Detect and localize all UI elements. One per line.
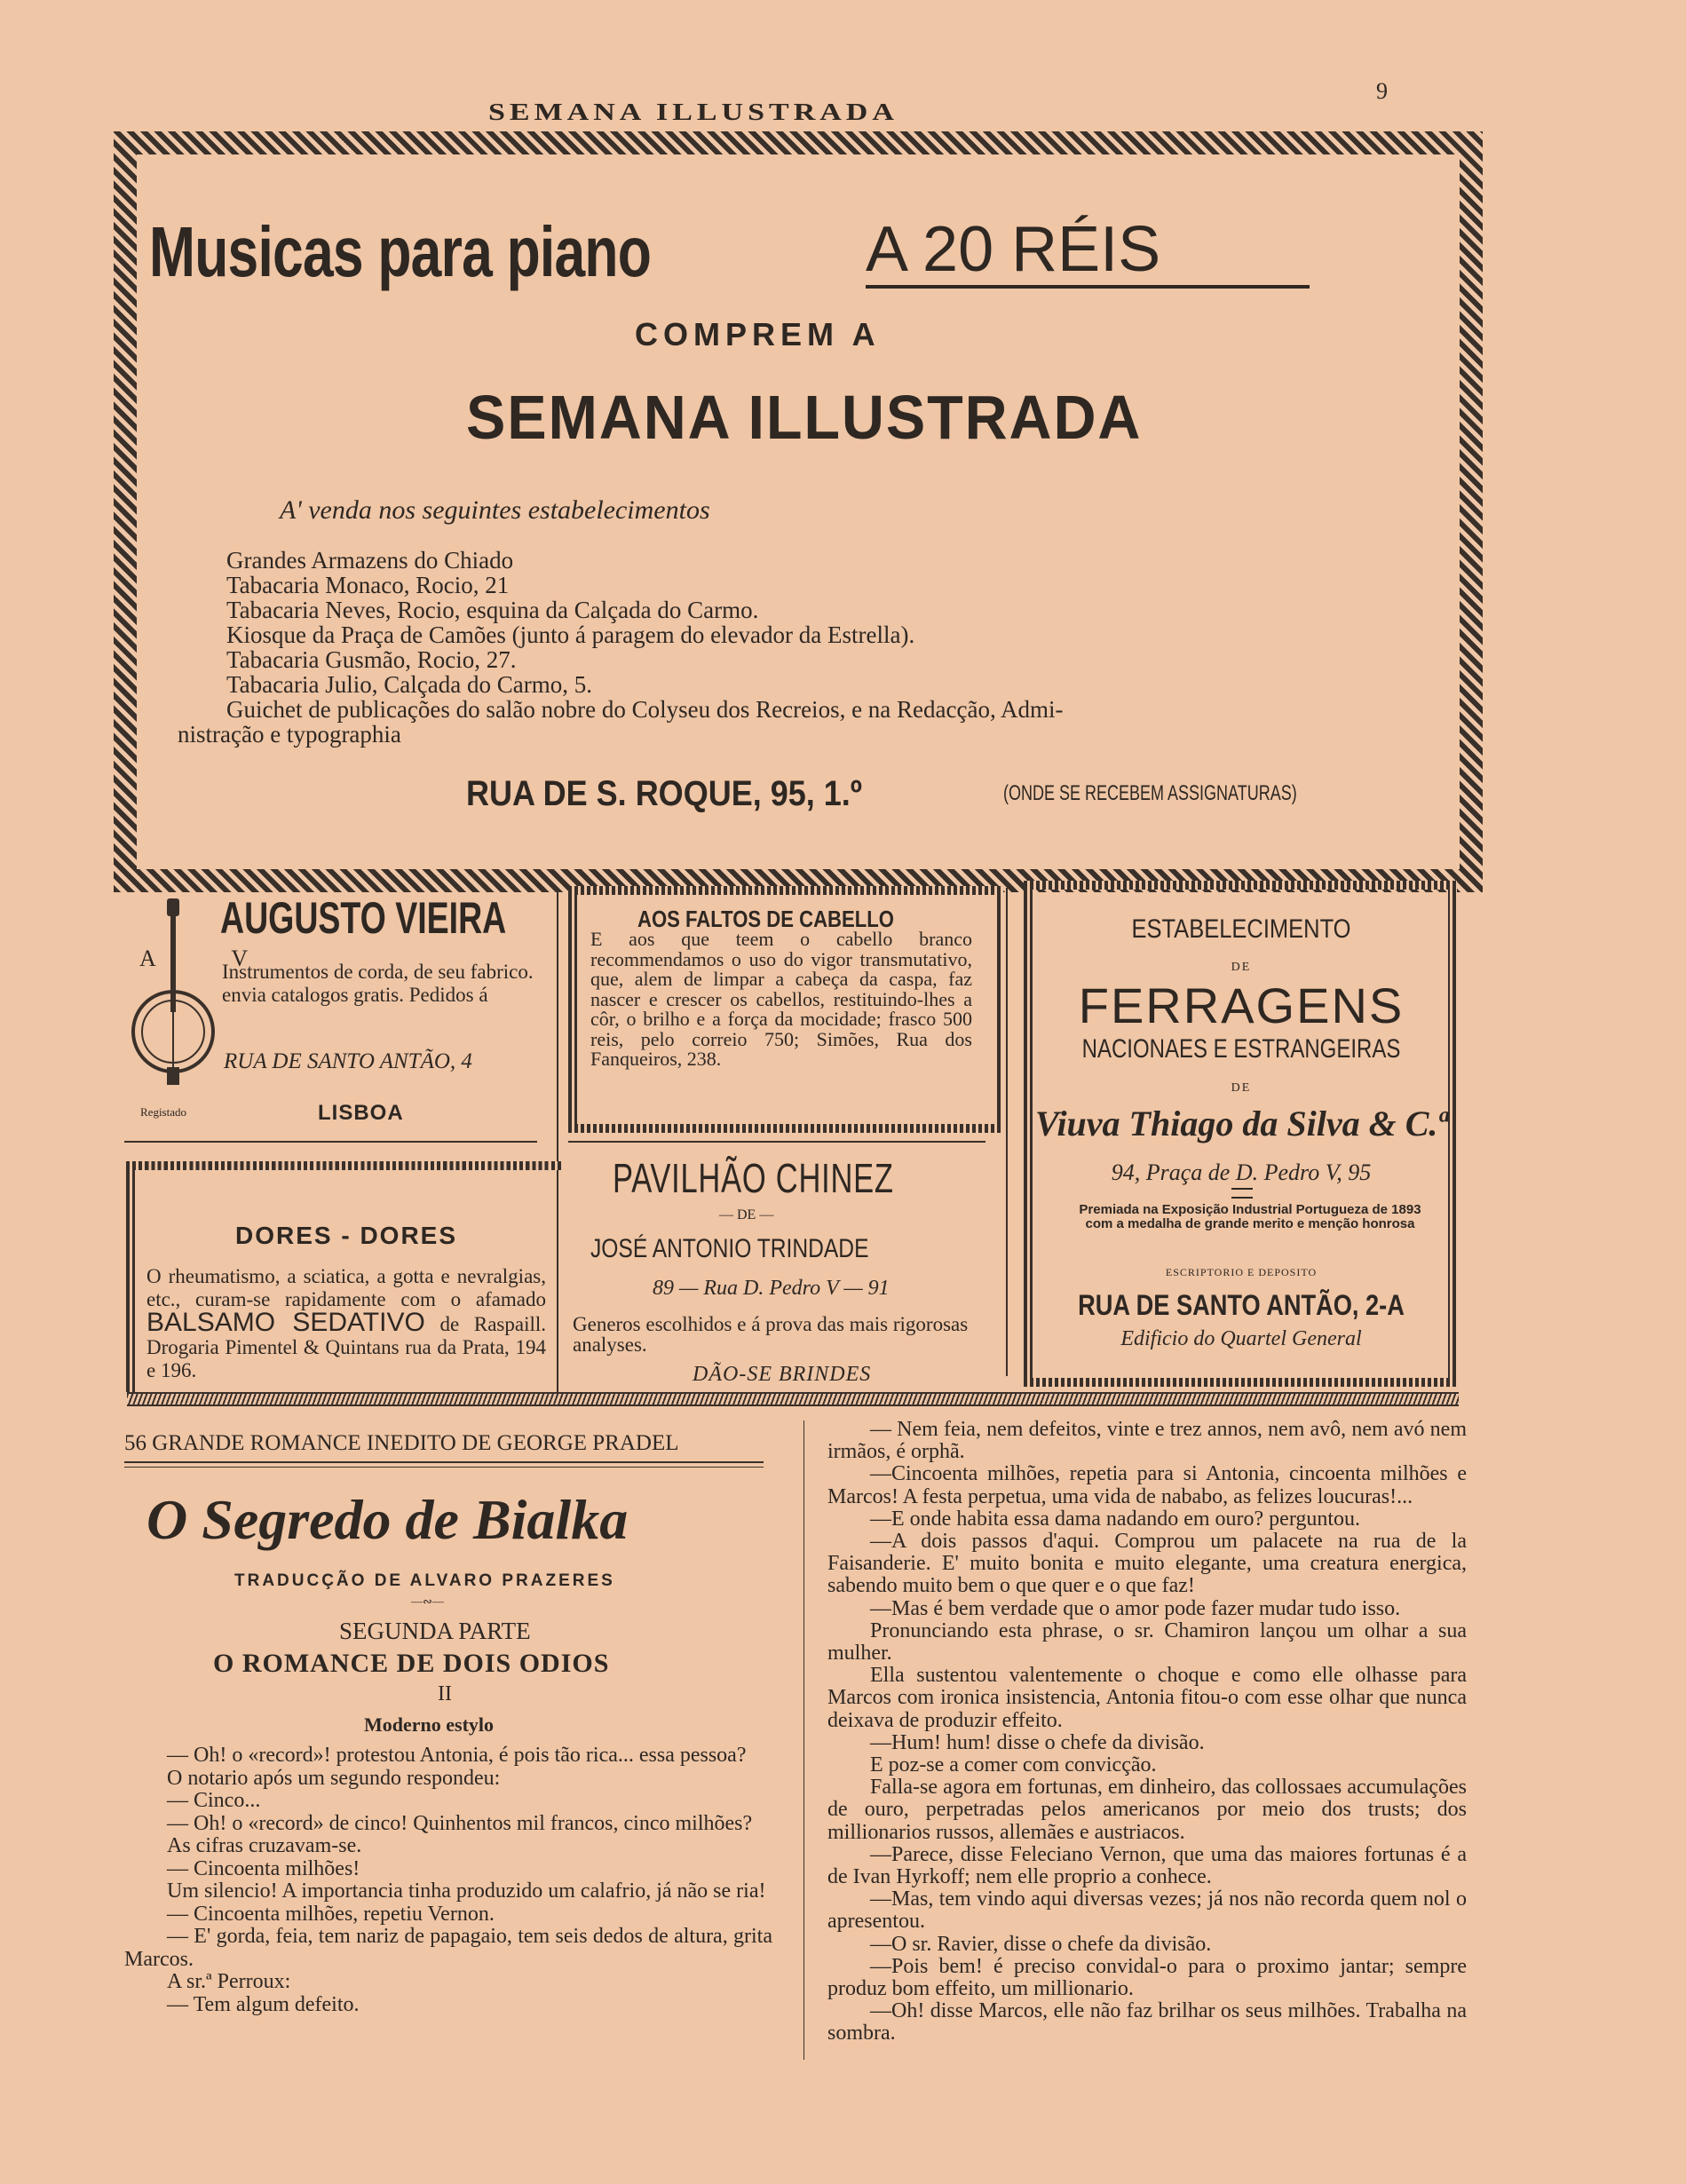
paragraph: — Nem feia, nem defeitos, vinte e trez annos, nem avô, nem avó nem irmãos, é orphã. [827, 1418, 1467, 1464]
paragraph: — E' gorda, feia, tem nariz de papagaio, tem seis dedos de altura, grita Marcos. [124, 1925, 772, 1971]
dores-balsamo: BALSAMO SEDATIVO [146, 1308, 425, 1337]
pavilhao-address: 89 — Rua D. Pedro V — 91 [653, 1277, 890, 1300]
shop-item: nistração e typographia [178, 721, 401, 748]
ad-comprem: COMPREM A [635, 316, 881, 352]
paragraph: — Cinco... [167, 1789, 261, 1812]
vieira-city: LISBOA [318, 1101, 404, 1125]
romance-header-rule [124, 1467, 764, 1468]
ferragens-rua: RUA DE SANTO ANTÃO, 2-A [1078, 1289, 1405, 1321]
paragraph: Um silencio! A importancia tinha produzido um calafrio, já não se ria! [167, 1879, 766, 1903]
ferragens-separator [1231, 1188, 1253, 1199]
ad-assignaturas: (ONDE SE RECEBEM ASSIGNATURAS) [1003, 781, 1297, 805]
shop-item: Kiosque da Praça de Camões (junto á paragem do elevador da Estrella). [226, 621, 915, 648]
faltos-text: E aos que teem o cabello branco recommendamos o uso do vigor transmutativo, que, alem de limpar a cabeça da caspa, faz nascer e crescer os cabellos, restituindo-lhes a côr, o brilho e a força da mocidade; frasco 500 reis, pelo correio 750; Simões, Rua dos Fanqueiros, 238. [590, 928, 972, 1070]
ferragens-de: DE [1231, 1081, 1252, 1095]
paragraph: — Cincoenta milhões, repetiu Vernon. [167, 1902, 495, 1926]
vieira-name: AUGUSTO VIEIRA [220, 893, 507, 943]
paragraph: —E onde habita essa dama nadando em ouro? perguntou. [870, 1507, 1361, 1531]
romance-subheading: O ROMANCE DE DOIS ODIOS [213, 1649, 610, 1678]
dores-text-after: de Raspaill. Drogaria Pimentel & Quintans rua da Prata, 194 e 196. [146, 1313, 547, 1381]
paragraph: Falla-se agora em fortunas, em dinheiro, das collossaes accumulações de ouro, perpetradas pelos americanos por meio dos trusts; dos millionarios russos, allemães e austriacos. [827, 1776, 1467, 1844]
page-number: 9 [1376, 78, 1388, 104]
vieira-address: RUA DE SANTO ANTÃO, 4 [224, 1049, 472, 1073]
paragraph: — Oh! o «record»! protestou Antonia, é pois tão rica... essa pessoa? [167, 1744, 747, 1767]
romance-header-rule [124, 1461, 764, 1463]
paragraph: — Oh! o «record» de cinco! Quinhentos mil francos, cinco milhões? [167, 1811, 753, 1835]
paragraph: —Hum! hum! disse o chefe da divisão. [870, 1730, 1205, 1754]
romance-parte: SEGUNDA PARTE [339, 1618, 531, 1644]
romance-ornament: —∾— [411, 1594, 444, 1608]
dores-text-before: O rheumatismo, a sciatica, a gotta e nevralgias, etc., curam-se rapidamente com o afamado [146, 1265, 546, 1310]
paragraph: Pronunciando esta phrase, o sr. Chamiron lançou um olhar a sua mulher. [827, 1618, 1467, 1666]
banjo-icon [124, 898, 222, 1094]
ferragens-owner: Viuva Thiago da Silva & C.ª [1034, 1104, 1448, 1143]
pavilhao-owner: JOSÉ ANTONIO TRINDADE [590, 1234, 869, 1263]
ferragens-premiada: Premiada na Exposição Industrial Portugueza de 1893 com a medalha de grande merito e menção honrosa [1079, 1202, 1421, 1231]
paragraph: — Cincoenta milhões! [167, 1856, 360, 1880]
dores-title: DORES - DORES [235, 1222, 458, 1249]
section-divider [568, 1141, 985, 1143]
vieira-registado: Registado [140, 1105, 186, 1119]
ferragens-title: FERRAGENS [1078, 977, 1405, 1033]
ad-publication: SEMANA ILLUSTRADA [466, 383, 1143, 452]
paragraph: —Pois bem! é preciso convidal-o para o proximo jantar; sempre produz bom effeito, um millionario. [827, 1954, 1467, 2001]
shop-item: Grandes Armazens do Chiado [226, 547, 514, 574]
column-divider [1006, 888, 1008, 1376]
paragraph: O notario após um segundo respondeu: [167, 1766, 501, 1790]
romance-chapter: II [438, 1682, 452, 1705]
paragraph: As cifras cruzavam-se. [167, 1834, 362, 1857]
ferragens-de: DE [1231, 961, 1252, 974]
paragraph: —Parece, disse Feleciano Vernon, que uma das maiores fortunas é a de Ivan Hyrkoff; nem elle proprio a conhece. [827, 1842, 1467, 1889]
romance-title: O Segredo de Bialka [146, 1488, 629, 1551]
ad-address: RUA DE S. ROQUE, 95, 1.º [466, 774, 862, 813]
pavilhao-text: Generos escolhidos e á prova das mais rigorosas analyses. [573, 1313, 969, 1356]
ornamental-rule [127, 1392, 1459, 1406]
ferragens-edificio: Edificio do Quartel General [1120, 1327, 1362, 1350]
pavilhao-title: PAVILHÃO CHINEZ [613, 1155, 894, 1201]
ferragens-escriptorio: ESCRIPTORIO E DEPOSITO [1165, 1266, 1318, 1278]
romance-column-2 [827, 1419, 1467, 2046]
paragraph: —O sr. Ravier, disse o chefe da divisão. [870, 1932, 1212, 1956]
column-divider [803, 1420, 804, 2060]
paragraph: —Mas é bem verdade que o amor pode fazer mudar tudo isso. [870, 1596, 1401, 1620]
vieira-monogram: A V [139, 946, 284, 971]
shop-item: Tabacaria Neves, Rocio, esquina da Calçada do Carmo. [226, 597, 759, 623]
ferragens-nac: NACIONAES E ESTRANGEIRAS [1081, 1034, 1401, 1064]
paragraph: —Cincoenta milhões, repetia para si Antonia, cincoenta milhões e Marcos! A festa perpetua, uma vida de nababo, as felizes loucuras!... [827, 1462, 1467, 1508]
paragraph: —Oh! disse Marcos, elle não faz brilhar os seus milhões. Trabalha na sombra. [827, 1999, 1467, 2046]
romance-subtitle: Moderno estylo [364, 1713, 495, 1736]
paragraph: Ella sustentou valentemente o choque e como elle olhasse para Marcos com ironica insistencia, Antonia fitou-o com esse olhar que nunca deixava de produzir effeito. [827, 1664, 1467, 1732]
pavilhao-brindes: DÃO-SE BRINDES [693, 1363, 872, 1386]
masthead: SEMANA ILLUSTRADA [488, 99, 898, 126]
paragraph: A sr.ª Perroux: [167, 1970, 291, 1993]
ad-headline: Musicas para piano [149, 212, 652, 291]
ferragens-address: 94, Praça de D. Pedro V, 95 [1111, 1159, 1372, 1185]
price-underline [866, 285, 1310, 289]
vieira-text: Instrumentos de corda, de seu fabrico. envia catalogos gratis. Pedidos á [222, 961, 534, 1006]
romance-traducao: TRADUCÇÃO DE ALVARO PRAZERES [234, 1571, 615, 1590]
paragraph: —A dois passos d'aqui. Comprou um palacete na rua de la Faisanderie. E' muito bonita e muito elegante, uma creatura energica, sabendo muito bem o que quer e o que faz! [827, 1530, 1467, 1598]
section-divider [124, 1141, 537, 1143]
paragraph: E poz-se a comer com convicção. [870, 1753, 1157, 1777]
romance-header: 56 GRANDE ROMANCE INEDITO DE GEORGE PRADEL [124, 1431, 679, 1455]
ferragens-estab: ESTABELECIMENTO [1131, 914, 1351, 944]
paragraph: —Mas, tem vindo aqui diversas vezes; já nos não recorda quem nol o apresentou. [827, 1887, 1467, 1934]
dores-text [146, 1265, 546, 1382]
shop-item: Tabacaria Julio, Calçada do Carmo, 5. [226, 671, 592, 698]
romance-column-1 [124, 1745, 772, 2016]
shop-item: Guichet de publicações do salão nobre do Colyseu dos Recreios, e na Redacção, Admi- [226, 696, 1064, 723]
pavilhao-de: — DE — [719, 1207, 774, 1223]
shop-item: Tabacaria Monaco, Rocio, 21 [226, 572, 510, 598]
ad-venda: A' venda nos seguintes estabelecimentos [280, 495, 710, 525]
shop-list [178, 548, 1243, 747]
paragraph: — Tem algum defeito. [167, 1992, 360, 2016]
shop-item: Tabacaria Gusmão, Rocio, 27. [226, 646, 517, 673]
ad-price: A 20 RÉIS [866, 214, 1161, 285]
faltos-title: AOS FALTOS DE CABELLO [637, 906, 894, 932]
